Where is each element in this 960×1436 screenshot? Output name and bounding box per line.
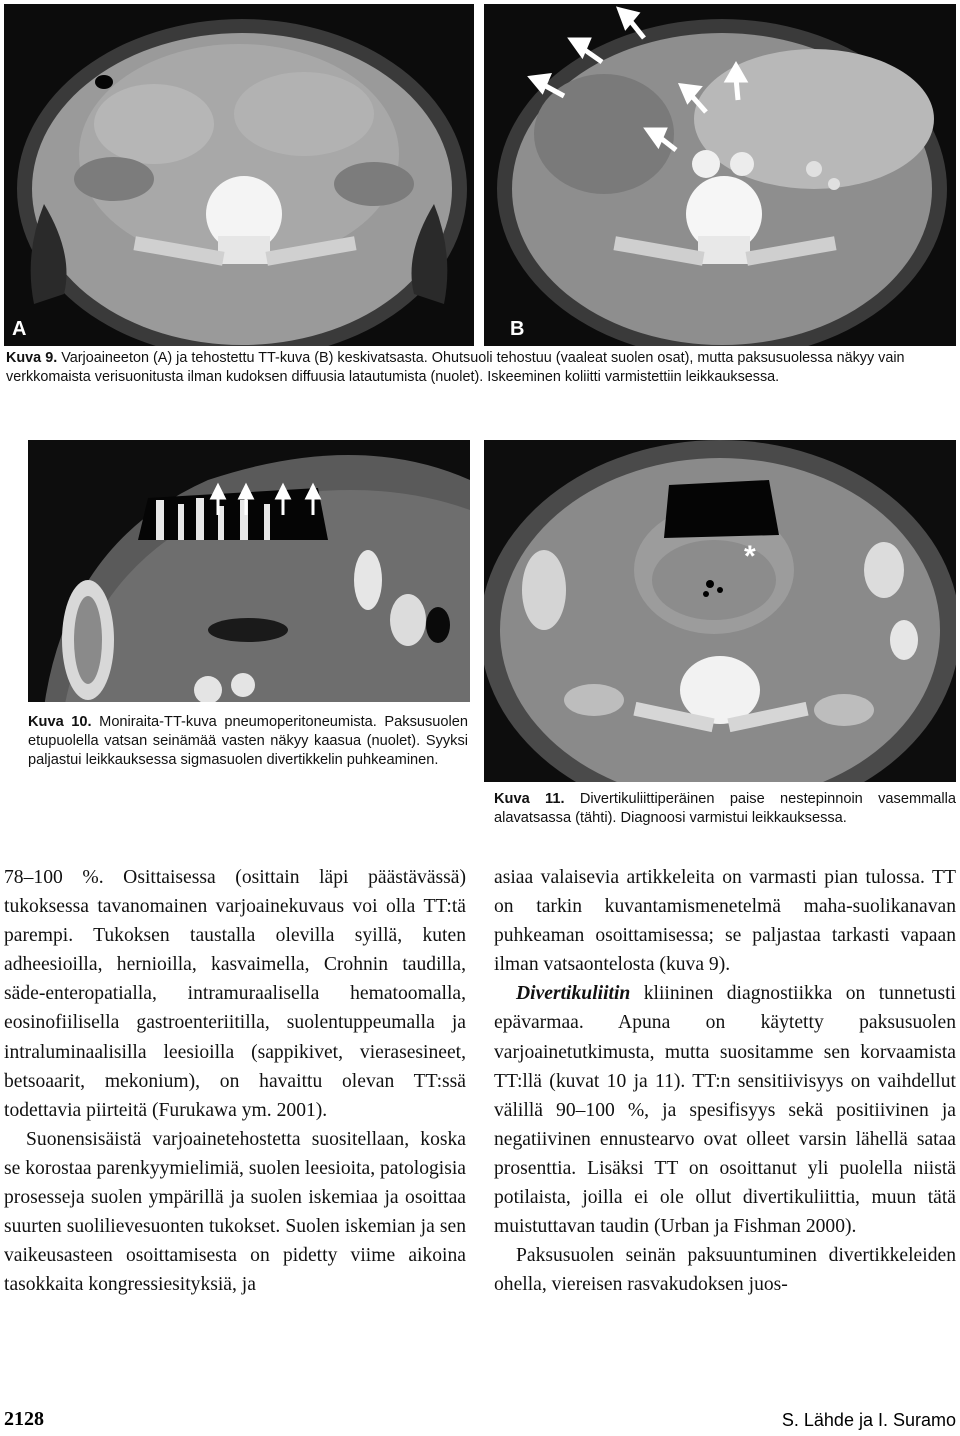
right-text-column [494,863,956,1299]
right-paragraph-2-lead: Divertikuliitin [516,983,631,1005]
left-text-column [4,863,466,1299]
figure9-panel-a [4,4,474,346]
figure10-caption-text: Moniraita-TT-kuva pneumoperitoneumista. Paksusuolen etupuolella vatsan seinämää vasten näkyy kaasua (nuolet). Syyksi paljastui leikkauksessa sigmasuolen divertikkelin puhkeaminen. [28,714,468,768]
panel-label-b: B [510,318,525,340]
figure11-caption-text: Divertikuliittiperäinen paise nestepinnoin vasemmalla alavatsassa (tähti). Diagnoosi varmistui leikkauksessa. [494,791,956,826]
ct-scan-image-a [4,4,474,346]
footer-authors: S. Lähde ja I. Suramo [781,1410,956,1430]
figure9-caption-title: Kuva 9. [6,350,58,366]
page-number: 2128 [4,1408,44,1430]
ct-scan-image-11 [484,440,956,782]
left-paragraph-1: 78–100 %. Osittaisessa (osittain läpi päästävässä) tukoksessa tavanomainen varjoainekuvaus voi olla TT:tä parempi. Tukoksen taustalla olevilla syillä, kuten adheesioilla, hernioilla, kasvaimella, Crohnin taudilla, säde-enteropatialla, intramuraalisella hematoomalla, eosinofiilisella gastroenteriitilla, suolentuppeumalla ja intraluminaalisilla leesioilla (sappikivet, vierasesineet, betsoaarit, mekonium), on havaittu olevan TT:ssä todettavia piirteitä (Furukawa ym. 2001). [4,867,466,1121]
right-paragraph-3: Paksusuolen seinän paksuuntuminen divertikkeleiden ohella, viereisen rasvakudoksen juos- [494,1245,956,1296]
figure9-caption [6,349,954,387]
figure11-caption-title: Kuva 11. [494,791,565,807]
right-paragraph-1: asiaa valaisevia artikkeleita on varmasti pian tulossa. TT on tarkin kuvantamismenetelmä maha-suolikanavan puhkeaman osoittamisessa; se paljastaa tarkasti vapaan ilman vatsaontelosta (kuva 9). [494,867,956,976]
figure10-caption-title: Kuva 10. [28,714,92,730]
figure9-caption-text: Varjoaineeton (A) ja tehostettu TT-kuva (B) keskivatsasta. Ohutsuoli tehostuu (vaaleat suolen osat), mutta paksusuolessa näkyy vain verkkomaista verisuonitusta ilman kudoksen diffuusia latautumista (nuolet). Iskeeminen koliitti varmistettiin leikkauksessa. [6,350,905,385]
panel-label-a: A [12,318,27,340]
left-paragraph-2: Suonensisäistä varjoainetehostetta suositellaan, koska se korostaa parenkyymielimiä, suolen leesioita, patologisia prosesseja suolen ympärillä ja suolen iskemiaa ja osoittaa suurten suolilievesuonten tukokset. Suolen iskemian ja sen vaikeusasteen osoittamisesta on pidetty viime aikoina tasokkaita kongressiesityksiä, ja [4,1128,466,1296]
figure10-caption [28,713,468,770]
figure11-panel [484,440,956,782]
right-paragraph-2-rest: kliininen diagnostiikka on tunnetusti epävarmaa. Apuna on käytetty paksusuolen varjoainetutkimusta, mutta suositamme sen korvaamista TT:llä (kuvat 10 ja 11). TT:n sensitiivisyys on vaihdellut välillä 90–100 %, ja spesifisyys sekä positiivinen ja negatiivinen ennustearvo ovat olleet varsin lähellä sataa prosenttia. Lisäksi TT on osoittanut yli puolella niistä potilaista, joilla ei ole ollut divertikuliittia, muun tätä muistuttavan taudin (Urban ja Fishman 2000). [494,983,956,1238]
ct-scan-image-b [484,4,956,346]
figure9-panel-b [484,4,956,346]
figure11-caption [494,790,956,828]
abscess-star-marker: * [744,540,756,573]
right-paragraph-2 [494,979,956,1241]
